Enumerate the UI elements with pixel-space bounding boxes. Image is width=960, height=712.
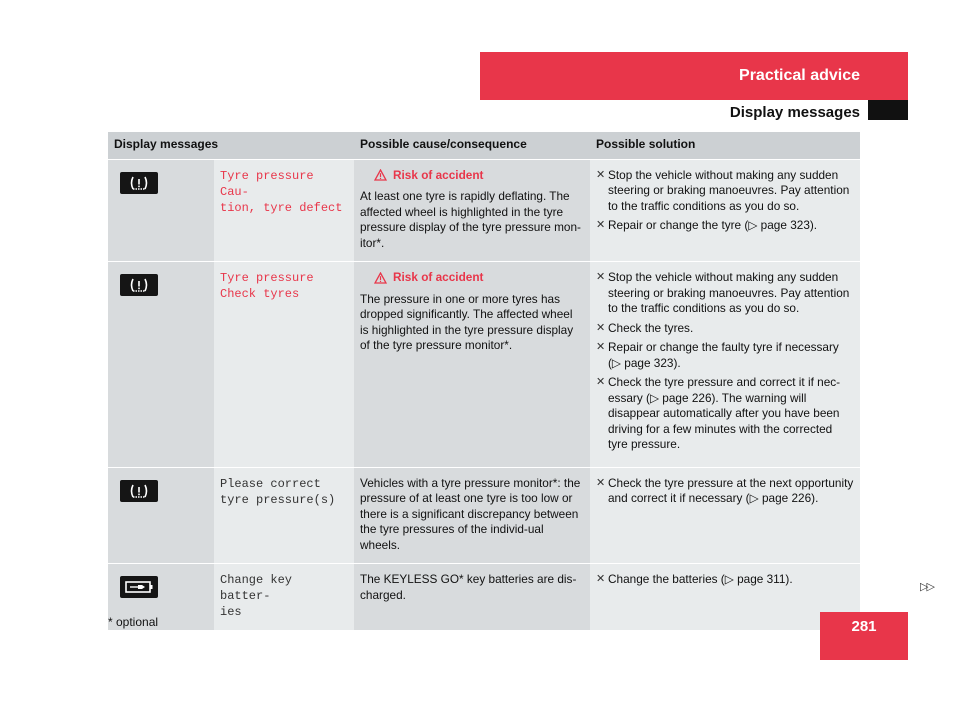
- display-icon-cell: [108, 262, 214, 468]
- message-text-cell: [214, 159, 354, 262]
- solution-step: ✕ Change the batteries (▷ page 311).: [596, 572, 793, 586]
- cause-cell: [354, 564, 590, 631]
- cause-cell: [354, 467, 590, 564]
- solution-step: ✕ Repair or change the faulty tyre if necessary (▷ page 323).: [596, 340, 839, 370]
- solution-step: ✕ Check the tyres.: [596, 320, 694, 335]
- message-text-cell: [214, 262, 354, 468]
- step-arrow-icon: ✕: [596, 219, 606, 231]
- display-message-line1: Please correct: [220, 476, 321, 491]
- solution-step: ✕ Check the tyre pressure at the next opportunity and correct it if necessary (▷ page 226).: [596, 475, 854, 505]
- solution-step: ✕ Check the tyre pressure and correct it if nec-essary (▷ page 226). The warning will disappear automatically after you have been driving for a few minutes with the corrected tyre pressure.: [596, 375, 841, 451]
- cause-text: Vehicles with a tyre pressure monitor*: the pressure of at least one tyre is too low or there is a significant discrepancy between the tyre pressures of the individ-ual wheels.: [360, 475, 581, 552]
- solution-cell: [590, 467, 860, 564]
- display-messages-table: [108, 132, 860, 631]
- display-message-line2: Check tyres: [220, 287, 300, 301]
- step-arrow-icon: ✕: [596, 341, 606, 353]
- tyre-pressure-warning-icon: [120, 480, 158, 502]
- table-row: [108, 467, 860, 564]
- footnote: * optional: [108, 615, 159, 629]
- page-number: 281: [851, 618, 877, 635]
- table-header-row: [108, 132, 860, 159]
- warning-triangle-icon: [374, 169, 387, 181]
- cause-text: The pressure in one or more tyres has dropped significantly. The affected wheel is highlighted in the tyre pressure display of the tyre pressure monitor*.: [360, 291, 574, 352]
- risk-warning: [360, 168, 584, 184]
- display-message-line1: Change key batter-: [220, 573, 293, 603]
- continued-marker: ▷▷: [920, 581, 933, 593]
- cause-cell: [354, 262, 590, 468]
- solution-step: ✕ Stop the vehicle without making any sudden steering or braking manoeuvres. Pay attention to the traffic conditions as you do so.: [596, 270, 850, 315]
- risk-label: Risk of accident: [393, 270, 484, 284]
- column-header-cause: Possible cause/consequence: [354, 132, 590, 159]
- section-tab: [480, 52, 908, 100]
- solution-step: ✕ Repair or change the tyre (▷ page 323).: [596, 218, 818, 232]
- table-row: [108, 564, 860, 631]
- step-arrow-icon: ✕: [596, 573, 606, 585]
- display-message-line2: ies: [220, 605, 242, 619]
- display-message-line2: tion, tyre defect: [220, 200, 343, 215]
- solution-cell: [590, 262, 860, 468]
- display-icon-cell: [108, 159, 214, 262]
- table-row: [108, 159, 860, 262]
- section-title: Practical advice: [739, 67, 860, 84]
- column-header-solution: Possible solution: [590, 132, 860, 159]
- step-arrow-icon: ✕: [596, 168, 606, 181]
- key-battery-icon: [120, 576, 158, 598]
- risk-warning: [360, 270, 584, 286]
- section-marker: [868, 100, 908, 120]
- table-row: [108, 262, 860, 468]
- solution-cell: [590, 159, 860, 262]
- risk-label: Risk of accident: [393, 167, 484, 182]
- subsection-title: Display messages: [729, 104, 860, 121]
- warning-triangle-icon: [374, 272, 387, 284]
- message-text-cell: [214, 467, 354, 564]
- message-text-cell: [214, 564, 354, 631]
- display-message-line2: tyre pressure(s): [220, 492, 336, 507]
- display-message-line1: Tyre pressure: [220, 271, 314, 285]
- display-message-line1: Tyre pressure Cau-: [220, 168, 314, 199]
- page-number-box: [820, 612, 908, 660]
- step-arrow-icon: ✕: [596, 321, 606, 334]
- display-icon-cell: [108, 467, 214, 564]
- cause-text: At least one tyre is rapidly deflating. The affected wheel is highlighted in the tyre pressure display of the tyre pressure mon-itor*.: [360, 189, 581, 250]
- column-header-display-messages: Display messages: [108, 132, 354, 159]
- step-arrow-icon: ✕: [596, 476, 606, 489]
- solution-step: ✕ Stop the vehicle without making any sudden steering or braking manoeuvres. Pay attention to the traffic conditions as you do so.: [596, 167, 850, 213]
- tyre-pressure-warning-icon: [120, 172, 158, 194]
- step-arrow-icon: ✕: [596, 376, 606, 388]
- cause-cell: [354, 159, 590, 262]
- step-arrow-icon: ✕: [596, 271, 606, 283]
- tyre-pressure-warning-icon: [120, 274, 158, 296]
- cause-text: The KEYLESS GO* key batteries are dis-charged.: [360, 572, 577, 602]
